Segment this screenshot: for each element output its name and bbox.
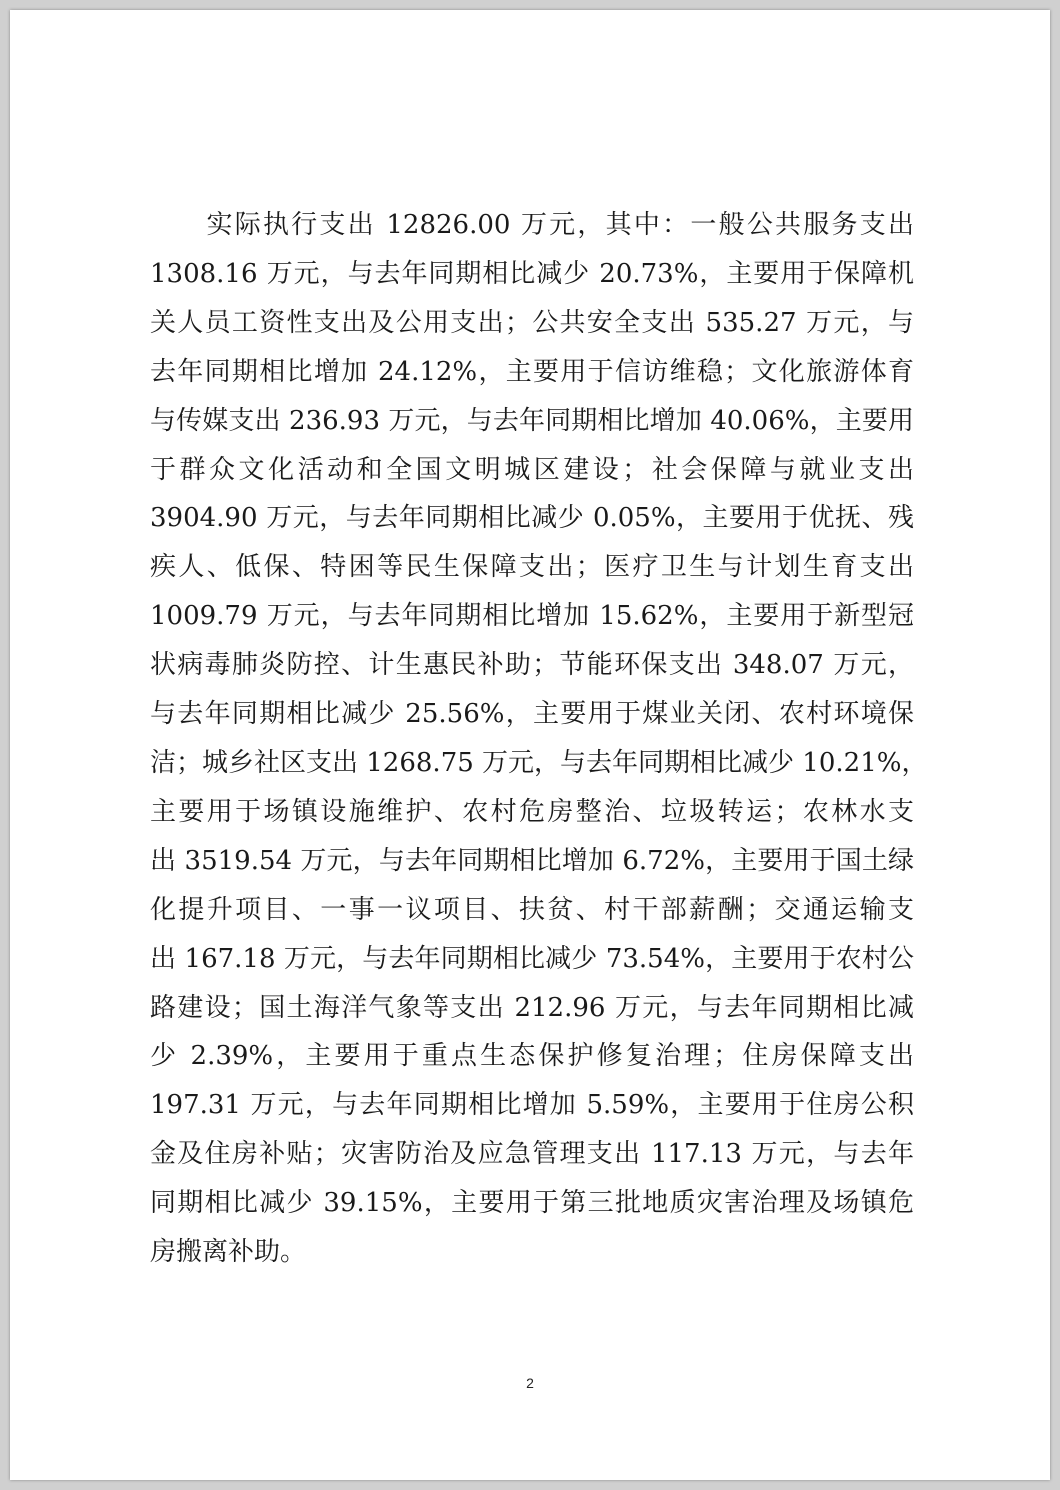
text-line: 出 167.18 万元，与去年同期相比减少 73.54%，主要用于农村公 [150,943,914,974]
text-line: 金及住房补贴；灾害防治及应急管理支出 117.13 万元，与去年 [150,1139,914,1170]
text-line: 1009.79 万元，与去年同期相比增加 15.62%，主要用于新型冠 [150,601,914,632]
page-number: 2 [526,1375,534,1391]
text-line: 状病毒肺炎防控、计生惠民补助；节能环保支出 348.07 万元， [150,650,914,681]
text-line: 1308.16 万元，与去年同期相比减少 20.73%，主要用于保障机 [150,258,914,289]
body-paragraph [150,201,928,1277]
text-line: 洁；城乡社区支出 1268.75 万元，与去年同期相比减少 10.21%， [150,747,928,778]
text-line: 关人员工资性支出及公用支出；公共安全支出 535.27 万元，与 [150,307,914,338]
text-line: 去年同期相比增加 24.12%，主要用于信访维稳；文化旅游体育 [150,356,914,387]
text-line: 化提升项目、一事一议项目、扶贫、村干部薪酬；交通运输支 [150,894,914,925]
text-line: 路建设；国土海洋气象等支出 212.96 万元，与去年同期相比减 [150,992,914,1023]
text-line: 疾人、低保、特困等民生保障支出；医疗卫生与计划生育支出 [150,552,914,583]
text-line: 3904.90 万元，与去年同期相比减少 0.05%，主要用于优抚、残 [150,503,914,534]
document-page [10,10,1050,1480]
text-line: 实际执行支出 12826.00 万元，其中：一般公共服务支出 [150,210,914,240]
text-line: 与去年同期相比减少 25.56%，主要用于煤业关闭、农村环境保 [150,699,914,730]
text-line: 同期相比减少 39.15%，主要用于第三批地质灾害治理及场镇危 [150,1188,914,1219]
text-line: 主要用于场镇设施维护、农村危房整治、垃圾转运；农林水支 [150,796,914,827]
text-line: 少 2.39%，主要用于重点生态保护修复治理；住房保障支出 [150,1041,914,1072]
text-line: 与传媒支出 236.93 万元，与去年同期相比增加 40.06%，主要用 [150,405,914,436]
text-line: 出 3519.54 万元，与去年同期相比增加 6.72%，主要用于国土绿 [150,845,914,876]
text-line: 房搬离补助。 [150,1237,307,1268]
text-line: 197.31 万元，与去年同期相比增加 5.59%，主要用于住房公积 [150,1090,914,1121]
text-line: 于群众文化活动和全国文明城区建设；社会保障与就业支出 [150,454,914,485]
